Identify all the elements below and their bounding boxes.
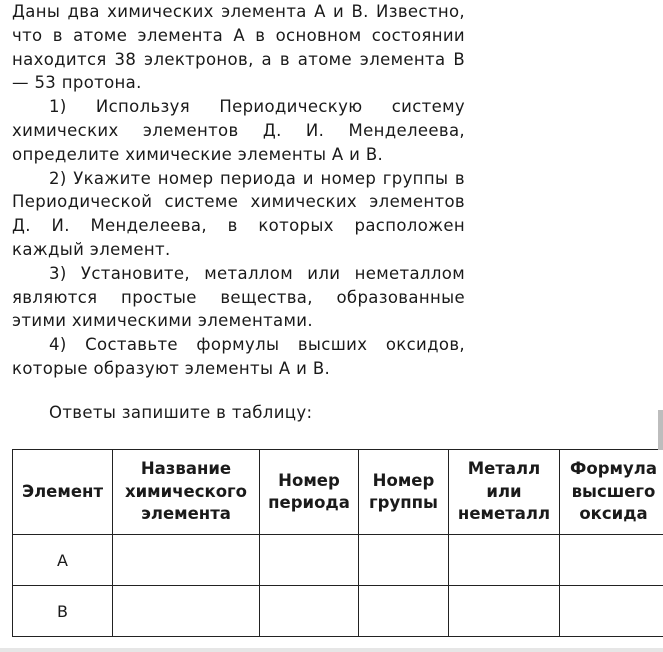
header-period-number: Номер периода: [260, 450, 359, 535]
row-a-name-cell[interactable]: [113, 535, 260, 586]
row-a-period-cell[interactable]: [260, 535, 359, 586]
bottom-edge-shadow: [0, 648, 663, 652]
answer-instruction: Ответы запишите в таблицу:: [49, 403, 313, 422]
row-a-metal-cell[interactable]: [449, 535, 560, 586]
row-b-metal-cell[interactable]: [449, 586, 560, 637]
table-row: [13, 535, 663, 586]
header-element-name: Название химического элемента: [113, 450, 260, 535]
row-a-group-cell[interactable]: [359, 535, 449, 586]
row-a-oxide-cell[interactable]: [560, 535, 663, 586]
header-higher-oxide-formula: Формула высшего оксида: [560, 450, 663, 535]
row-b-period-cell[interactable]: [260, 586, 359, 637]
row-b-element: В: [13, 586, 113, 637]
row-b-name-cell[interactable]: [113, 586, 260, 637]
row-a-element: А: [13, 535, 113, 586]
header-group-number: Номер группы: [359, 450, 449, 535]
table-header-row: [13, 450, 663, 535]
row-b-oxide-cell[interactable]: [560, 586, 663, 637]
table-row: [13, 586, 663, 637]
row-b-group-cell[interactable]: [359, 586, 449, 637]
header-element: Элемент: [13, 450, 113, 535]
header-metal-or-nonmetal: Металл или неметалл: [449, 450, 560, 535]
task-4: 4) Составьте формулы высших оксидов, которые образуют элементы А и В.: [12, 335, 465, 378]
scroll-edge-shadow: [658, 410, 663, 450]
problem-text: [12, 0, 465, 381]
problem-intro: Даны два химических элемента А и В. Известно, что в атоме элемента А в основном состоянии находится 38 электронов, а в атоме элемента В — 53 протона.: [12, 2, 465, 93]
task-2: 2) Укажите номер периода и номер группы в Периодической системе химических элементов Д. И. Менделеева, в которых расположен каждый элемент.: [12, 168, 465, 259]
answer-table: [12, 449, 663, 637]
task-1: 1) Используя Периодическую систему химических элементов Д. И. Менделеева, определите химические элементы А и В.: [12, 97, 465, 164]
task-3: 3) Установите, металлом или неметаллом являются простые вещества, образованные этими химическими элементами.: [12, 263, 465, 331]
